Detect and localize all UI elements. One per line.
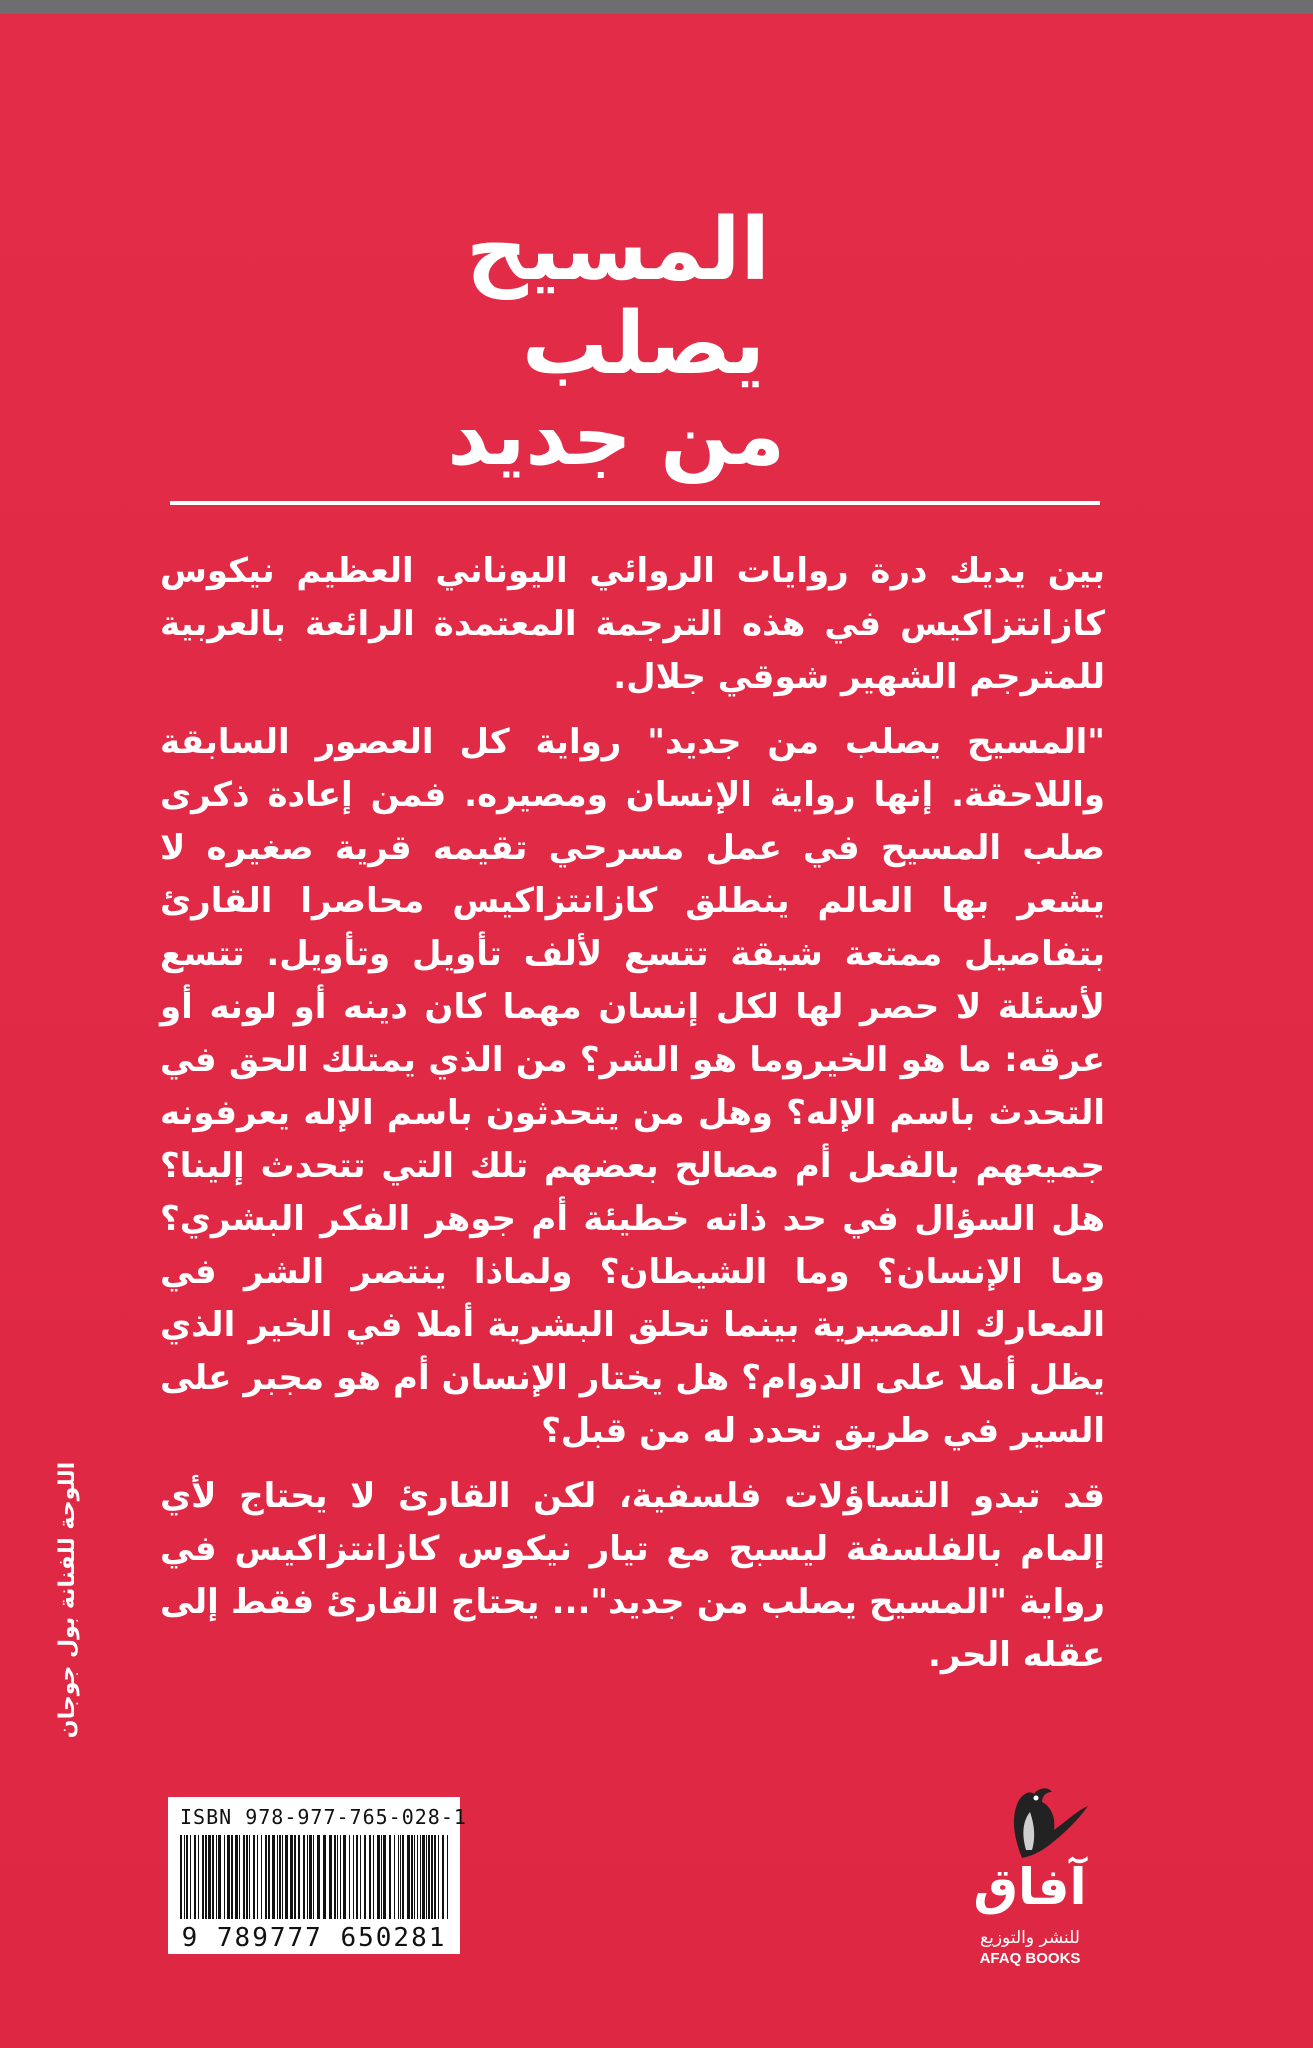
bird-icon [960,1780,1100,1870]
blurb [160,545,1105,1694]
blurb-paragraph-2: "المسيح يصلب من جديد" رواية كل العصور السابقة واللاحقة. إنها رواية الإنسان ومصيره. فمن إعادة ذكرى صلب المسيح في عمل مسرحي تقيمه قرية صغيره لا يشعر بها العالم ينطلق كازانتزاكيس محاصرا القارئ بتفاصيل ممتعة شيقة تتسع لألف تأويل وتأويل. تتسع لأسئلة لا حصر لها لكل إنسان مهما كان دينه أو لونه أو عرقه: ما هو الخيروما هو الشر؟ من الذي يمتلك الحق في التحدث باسم الإله؟ وهل من يتحدثون باسم الإله يعرفونه جميعهم بالفعل أم مصالح بعضهم تلك التي تتحدث إلينا؟ هل السؤال في حد ذاته خطيئة أم جوهر الفكر البشري؟ وما الإنسان؟ وما الشيطان؟ ولماذا ينتصر الشر في المعارك المصيرية بينما تحلق البشرية أملا في الخير الذي يظل أملا على الدوام؟ هل يختار الإنسان أم هو مجبر على السير في طريق تحدد له من قبل؟ [160,722,1105,1451]
isbn-label: ISBN 978-977-765-028-1 [180,1805,467,1829]
publisher-name-ar: آفاق [973,1858,1087,1916]
cover-art-credit: اللوحة للفنانة بول جوجان [55,1461,80,1739]
blurb-paragraph-3: قد تبدو التساؤلات فلسفية، لكن القارئ لا يحتاج لأي إلمام بالفلسفة ليسبح مع تيار نيكوس كازانتزاكيس في رواية "المسيح يصلب من جديد"... يحتاج القارئ فقط إلى عقله الحر. [160,1476,1105,1675]
title-divider [170,501,1100,505]
scan-border [0,0,1313,14]
publisher-tagline-ar: للنشر والتوزيع [980,1928,1080,1948]
title-line-3: من جديد [447,388,785,484]
title-line-1: المسيح [465,200,770,300]
title-line-2: يصلب [521,294,765,395]
publisher-logo [960,1780,1100,1975]
isbn-barcode [168,1797,467,1954]
book-title [420,200,790,484]
barcode-bars [180,1835,448,1919]
ean-digits: 9 789777 650281 [181,1923,447,1953]
blurb-paragraph-1: بين يديك درة روايات الروائي اليوناني العظيم نيكوس كازانتزاكيس في هذه الترجمة المعتمدة الرائعة بالعربية للمترجم الشهير شوقي جلال. [160,551,1105,697]
publisher-name-en: AFAQ BOOKS [979,1950,1081,1967]
